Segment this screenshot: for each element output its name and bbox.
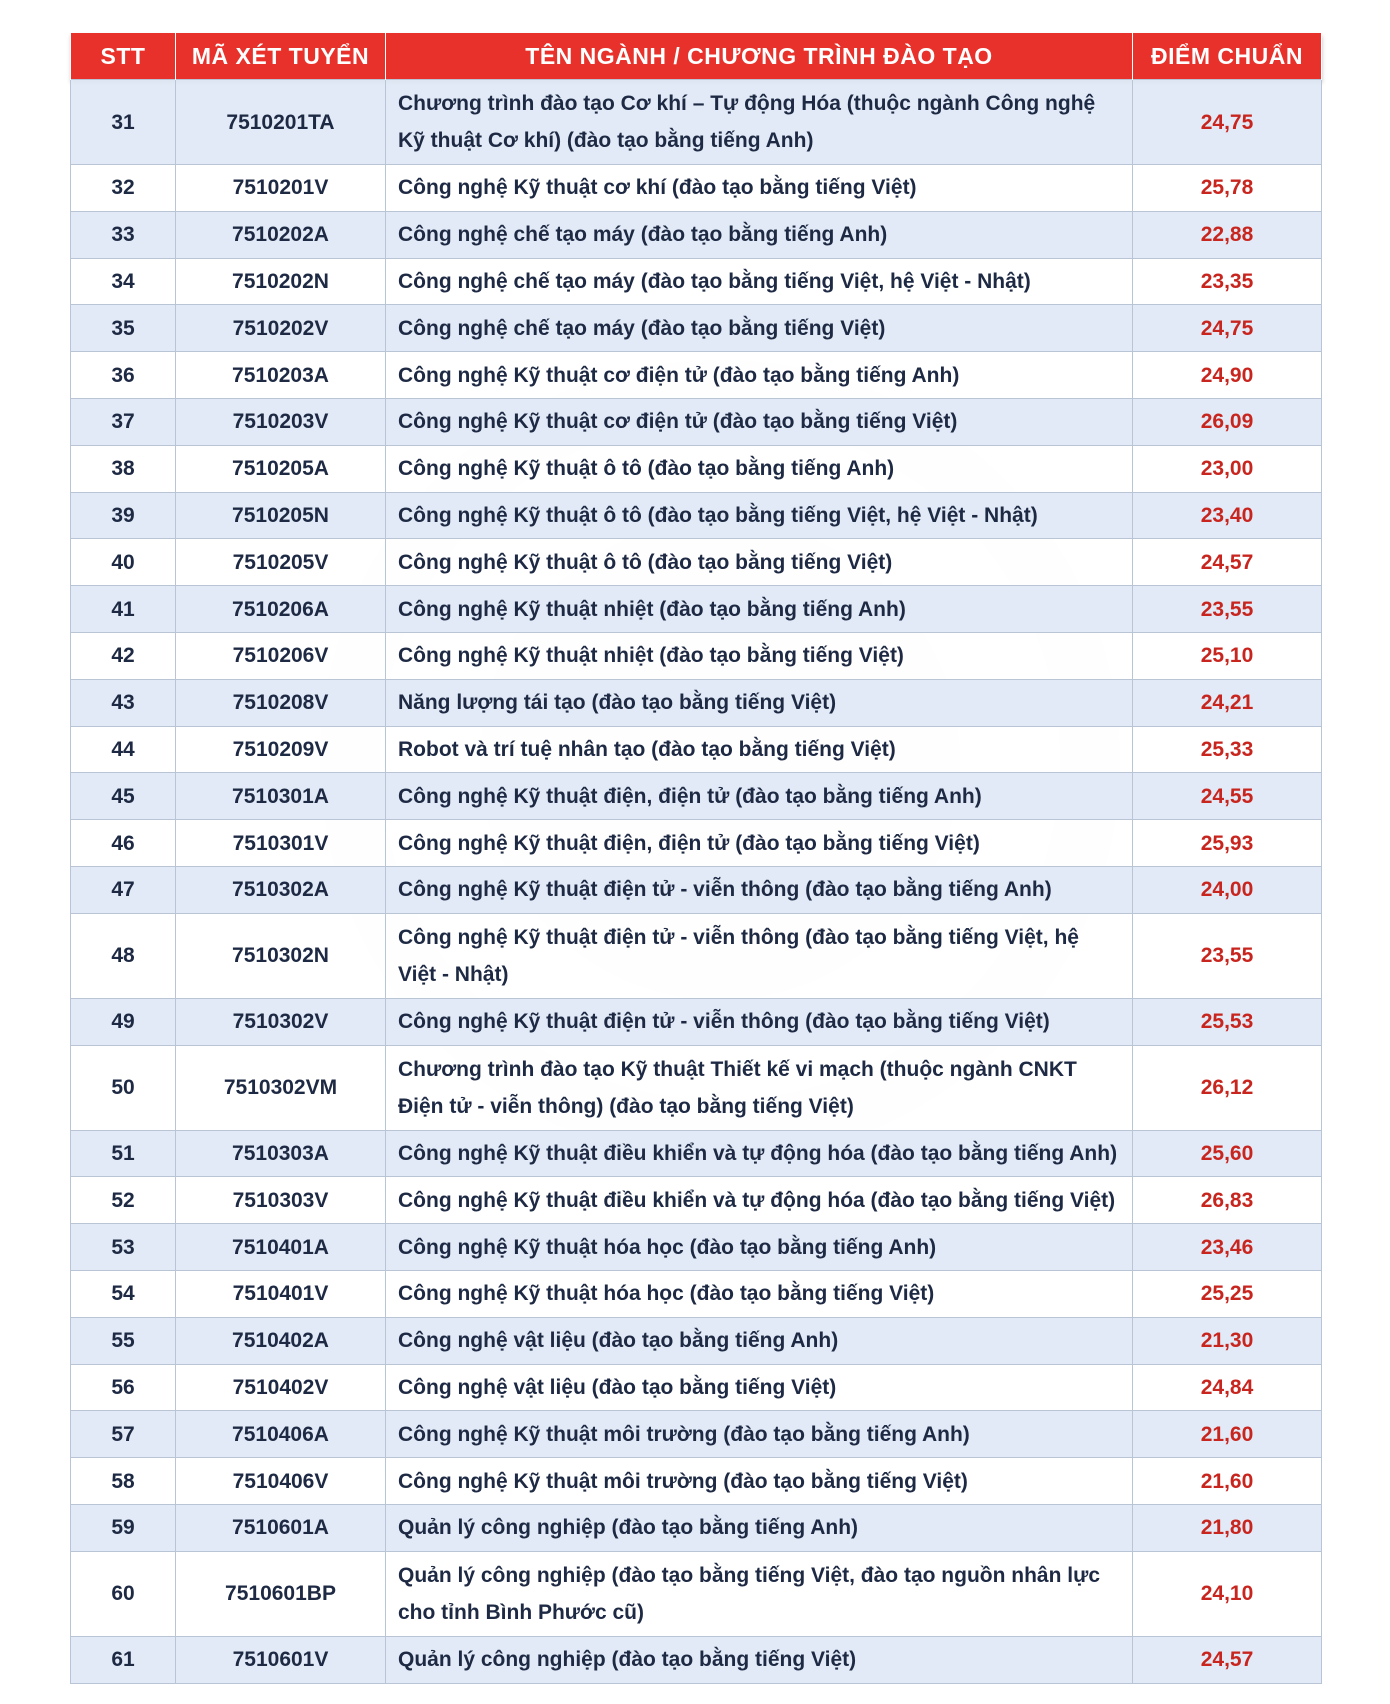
header-stt: STT: [71, 33, 176, 80]
cell-stt: 61: [71, 1636, 176, 1683]
cell-program-name: Công nghệ vật liệu (đào tạo bằng tiếng Anh): [386, 1317, 1133, 1364]
cell-score: 23,46: [1133, 1224, 1322, 1271]
cell-stt: 41: [71, 586, 176, 633]
cell-stt: 34: [71, 258, 176, 305]
cell-code: 7510302N: [176, 913, 386, 998]
cell-program-name: Công nghệ chế tạo máy (đào tạo bằng tiếng Anh): [386, 211, 1133, 258]
table-row: [71, 352, 1322, 399]
table-row: [71, 998, 1322, 1045]
cell-code: 7510303V: [176, 1177, 386, 1224]
cell-stt: 36: [71, 352, 176, 399]
cell-score: 21,80: [1133, 1504, 1322, 1551]
table-row: [71, 1130, 1322, 1177]
header-program-name: TÊN NGÀNH / CHƯƠNG TRÌNH ĐÀO TẠO: [386, 33, 1133, 80]
cell-stt: 59: [71, 1504, 176, 1551]
cell-score: 25,10: [1133, 632, 1322, 679]
cell-score: 26,83: [1133, 1177, 1322, 1224]
table-row: [71, 539, 1322, 586]
cell-program-name: Quản lý công nghiệp (đào tạo bằng tiếng Việt, đào tạo nguồn nhân lực cho tỉnh Bình Phước cũ): [386, 1551, 1133, 1636]
cell-code: 7510302VM: [176, 1045, 386, 1130]
table-row: [71, 1504, 1322, 1551]
cell-score: 24,75: [1133, 80, 1322, 165]
cell-program-name: Công nghệ Kỹ thuật ô tô (đào tạo bằng tiếng Anh): [386, 445, 1133, 492]
cell-score: 22,88: [1133, 211, 1322, 258]
table-row: [71, 1224, 1322, 1271]
cell-score: 24,90: [1133, 352, 1322, 399]
cell-program-name: Công nghệ Kỹ thuật điện tử - viễn thông (đào tạo bằng tiếng Việt, hệ Việt - Nhật): [386, 913, 1133, 998]
cell-program-name: Công nghệ chế tạo máy (đào tạo bằng tiếng Việt): [386, 305, 1133, 352]
cell-score: 24,10: [1133, 1551, 1322, 1636]
cell-program-name: Công nghệ Kỹ thuật ô tô (đào tạo bằng tiếng Việt, hệ Việt - Nhật): [386, 492, 1133, 539]
cell-program-name: Công nghệ Kỹ thuật hóa học (đào tạo bằng tiếng Việt): [386, 1270, 1133, 1317]
cell-stt: 33: [71, 211, 176, 258]
cell-score: 25,93: [1133, 820, 1322, 867]
cell-code: 7510303A: [176, 1130, 386, 1177]
cell-program-name: Robot và trí tuệ nhân tạo (đào tạo bằng tiếng Việt): [386, 726, 1133, 773]
cell-code: 7510406A: [176, 1411, 386, 1458]
cell-score: 25,25: [1133, 1270, 1322, 1317]
cell-score: 25,33: [1133, 726, 1322, 773]
table-row: [71, 1045, 1322, 1130]
cell-program-name: Quản lý công nghiệp (đào tạo bằng tiếng Việt): [386, 1636, 1133, 1683]
table-row: [71, 165, 1322, 212]
table-header: [71, 33, 1322, 80]
cell-program-name: Công nghệ chế tạo máy (đào tạo bằng tiếng Việt, hệ Việt - Nhật): [386, 258, 1133, 305]
header-code: MÃ XÉT TUYỂN: [176, 33, 386, 80]
cell-stt: 45: [71, 773, 176, 820]
table-row: [71, 866, 1322, 913]
cell-program-name: Chương trình đào tạo Kỹ thuật Thiết kế vi mạch (thuộc ngành CNKT Điện tử - viễn thông) (đào tạo bằng tiếng Việt): [386, 1045, 1133, 1130]
cell-program-name: Công nghệ Kỹ thuật nhiệt (đào tạo bằng tiếng Anh): [386, 586, 1133, 633]
table-row: [71, 679, 1322, 726]
cell-score: 24,21: [1133, 679, 1322, 726]
cell-score: 26,09: [1133, 398, 1322, 445]
cell-score: 26,12: [1133, 1045, 1322, 1130]
cell-score: 24,00: [1133, 866, 1322, 913]
table-row: [71, 445, 1322, 492]
table-row: [71, 913, 1322, 998]
cell-stt: 58: [71, 1458, 176, 1505]
table-row: [71, 492, 1322, 539]
cell-score: 21,30: [1133, 1317, 1322, 1364]
cell-stt: 54: [71, 1270, 176, 1317]
cell-program-name: Công nghệ Kỹ thuật điện, điện tử (đào tạo bằng tiếng Việt): [386, 820, 1133, 867]
table-row: [71, 305, 1322, 352]
cell-stt: 55: [71, 1317, 176, 1364]
cell-program-name: Công nghệ vật liệu (đào tạo bằng tiếng Việt): [386, 1364, 1133, 1411]
cell-score: 21,60: [1133, 1458, 1322, 1505]
table-row: [71, 773, 1322, 820]
cell-stt: 49: [71, 998, 176, 1045]
cell-code: 7510601V: [176, 1636, 386, 1683]
cell-code: 7510201TA: [176, 80, 386, 165]
cell-code: 7510202N: [176, 258, 386, 305]
cell-stt: 60: [71, 1551, 176, 1636]
table-row: [71, 1636, 1322, 1683]
cell-code: 7510402A: [176, 1317, 386, 1364]
cell-score: 24,57: [1133, 539, 1322, 586]
admission-scores-table-container: [70, 33, 1321, 1684]
cell-score: 23,55: [1133, 913, 1322, 998]
cell-program-name: Công nghệ Kỹ thuật điện tử - viễn thông (đào tạo bằng tiếng Việt): [386, 998, 1133, 1045]
cell-code: 7510206V: [176, 632, 386, 679]
cell-code: 7510201V: [176, 165, 386, 212]
cell-code: 7510301V: [176, 820, 386, 867]
table-row: [71, 632, 1322, 679]
cell-stt: 37: [71, 398, 176, 445]
cell-score: 23,35: [1133, 258, 1322, 305]
table-row: [71, 726, 1322, 773]
header-score: ĐIỂM CHUẨN: [1133, 33, 1322, 80]
cell-stt: 39: [71, 492, 176, 539]
cell-code: 7510203V: [176, 398, 386, 445]
cell-program-name: Công nghệ Kỹ thuật cơ khí (đào tạo bằng tiếng Việt): [386, 165, 1133, 212]
cell-program-name: Quản lý công nghiệp (đào tạo bằng tiếng Anh): [386, 1504, 1133, 1551]
cell-stt: 50: [71, 1045, 176, 1130]
cell-stt: 57: [71, 1411, 176, 1458]
cell-code: 7510406V: [176, 1458, 386, 1505]
cell-program-name: Công nghệ Kỹ thuật điều khiển và tự động hóa (đào tạo bằng tiếng Anh): [386, 1130, 1133, 1177]
cell-program-name: Công nghệ Kỹ thuật môi trường (đào tạo bằng tiếng Anh): [386, 1411, 1133, 1458]
cell-stt: 38: [71, 445, 176, 492]
cell-code: 7510206A: [176, 586, 386, 633]
cell-score: 24,75: [1133, 305, 1322, 352]
cell-stt: 42: [71, 632, 176, 679]
table-row: [71, 398, 1322, 445]
table-row: [71, 1551, 1322, 1636]
cell-score: 21,60: [1133, 1411, 1322, 1458]
cell-stt: 52: [71, 1177, 176, 1224]
table-row: [71, 1317, 1322, 1364]
cell-code: 7510302V: [176, 998, 386, 1045]
cell-code: 7510205N: [176, 492, 386, 539]
cell-code: 7510208V: [176, 679, 386, 726]
cell-score: 25,53: [1133, 998, 1322, 1045]
cell-code: 7510202V: [176, 305, 386, 352]
header-row: [71, 33, 1322, 80]
table-row: [71, 1411, 1322, 1458]
cell-code: 7510601BP: [176, 1551, 386, 1636]
cell-score: 23,00: [1133, 445, 1322, 492]
cell-stt: 48: [71, 913, 176, 998]
cell-score: 25,60: [1133, 1130, 1322, 1177]
cell-code: 7510202A: [176, 211, 386, 258]
cell-program-name: Công nghệ Kỹ thuật điện, điện tử (đào tạo bằng tiếng Anh): [386, 773, 1133, 820]
table-row: [71, 1364, 1322, 1411]
cell-stt: 46: [71, 820, 176, 867]
table-row: [71, 1458, 1322, 1505]
table-row: [71, 211, 1322, 258]
cell-code: 7510205V: [176, 539, 386, 586]
cell-code: 7510302A: [176, 866, 386, 913]
table-row: [71, 80, 1322, 165]
cell-code: 7510401V: [176, 1270, 386, 1317]
cell-score: 25,78: [1133, 165, 1322, 212]
cell-program-name: Công nghệ Kỹ thuật môi trường (đào tạo bằng tiếng Việt): [386, 1458, 1133, 1505]
cell-program-name: Công nghệ Kỹ thuật nhiệt (đào tạo bằng tiếng Việt): [386, 632, 1133, 679]
cell-program-name: Công nghệ Kỹ thuật ô tô (đào tạo bằng tiếng Việt): [386, 539, 1133, 586]
cell-score: 24,57: [1133, 1636, 1322, 1683]
cell-code: 7510203A: [176, 352, 386, 399]
table-row: [71, 820, 1322, 867]
cell-code: 7510401A: [176, 1224, 386, 1271]
cell-program-name: Công nghệ Kỹ thuật cơ điện tử (đào tạo bằng tiếng Việt): [386, 398, 1133, 445]
cell-program-name: Năng lượng tái tạo (đào tạo bằng tiếng Việt): [386, 679, 1133, 726]
cell-code: 7510209V: [176, 726, 386, 773]
cell-stt: 44: [71, 726, 176, 773]
cell-score: 24,55: [1133, 773, 1322, 820]
cell-stt: 47: [71, 866, 176, 913]
cell-stt: 53: [71, 1224, 176, 1271]
cell-score: 24,84: [1133, 1364, 1322, 1411]
table-row: [71, 1270, 1322, 1317]
cell-stt: 43: [71, 679, 176, 726]
cell-program-name: Công nghệ Kỹ thuật điều khiển và tự động hóa (đào tạo bằng tiếng Việt): [386, 1177, 1133, 1224]
table-row: [71, 258, 1322, 305]
cell-stt: 40: [71, 539, 176, 586]
table-row: [71, 586, 1322, 633]
cell-code: 7510205A: [176, 445, 386, 492]
cell-program-name: Chương trình đào tạo Cơ khí – Tự động Hóa (thuộc ngành Công nghệ Kỹ thuật Cơ khí) (đào tạo bằng tiếng Anh): [386, 80, 1133, 165]
cell-code: 7510402V: [176, 1364, 386, 1411]
cell-program-name: Công nghệ Kỹ thuật điện tử - viễn thông (đào tạo bằng tiếng Anh): [386, 866, 1133, 913]
table-row: [71, 1177, 1322, 1224]
cell-stt: 56: [71, 1364, 176, 1411]
cell-score: 23,40: [1133, 492, 1322, 539]
cell-program-name: Công nghệ Kỹ thuật cơ điện tử (đào tạo bằng tiếng Anh): [386, 352, 1133, 399]
cell-stt: 35: [71, 305, 176, 352]
table-body: [71, 80, 1322, 1684]
cell-stt: 32: [71, 165, 176, 212]
cell-stt: 51: [71, 1130, 176, 1177]
admission-scores-table: [70, 33, 1322, 1684]
cell-program-name: Công nghệ Kỹ thuật hóa học (đào tạo bằng tiếng Anh): [386, 1224, 1133, 1271]
cell-score: 23,55: [1133, 586, 1322, 633]
cell-code: 7510601A: [176, 1504, 386, 1551]
cell-code: 7510301A: [176, 773, 386, 820]
cell-stt: 31: [71, 80, 176, 165]
